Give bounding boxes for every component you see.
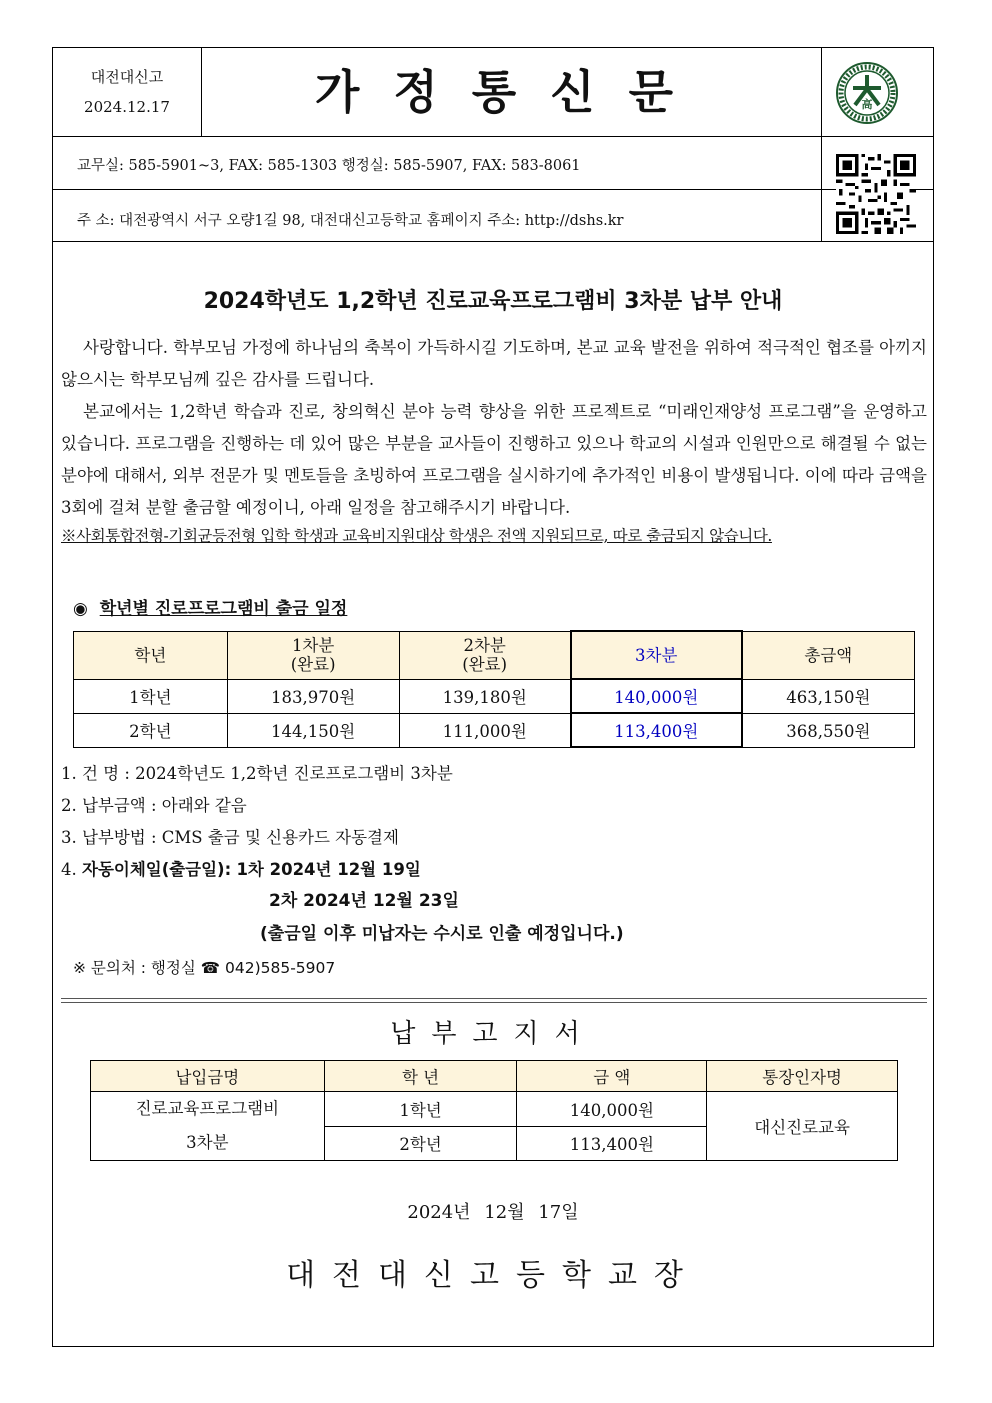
cell-total: 463,150원 [742, 679, 915, 713]
table-header-row [91, 1061, 898, 1092]
notice-document [52, 47, 934, 1347]
schedule-heading-text: 학년별 진로프로그램비 출금 일정 [99, 599, 348, 619]
col-header-account: 통장인자명 [707, 1061, 898, 1092]
header-divider [53, 136, 933, 137]
support-note: ※사회통합전형-기회균등전형 입학 학생과 교육비지원대상 학생은 전액 지원되므로, 따로 출금되지 않습니다. [61, 527, 772, 545]
item-amount: 2. 납부금액 : 아래와 같음 [61, 796, 247, 815]
header-divider [53, 189, 933, 190]
table-header-row [74, 631, 915, 679]
program-paragraph: 본교에서는 1,2학년 학습과 진로, 창의혁신 분야 능력 향상을 위한 프로젝트로 “미래인재양성 프로그램”을 운영하고 있습니다. 프로그램을 진행하는 데 있어 많은 부분을 교사들이 진행하고 있으나 학교의 시설과 인원만으로 해결될 수 없는 분야에 대해서, 외부 전문가 및 멘토들을 초빙하여 프로그램을 실시하기에 추가적인 비용이 발생됩니다. 이에 따라 금액을 3회에 걸쳐 분할 출금할 예정이니, 아래 일정을 참고해주시기 바랍니다. [61, 402, 927, 517]
col-header-second: 2차분 (완료) [399, 631, 571, 679]
contact-address: 주 소: 대전광역시 서구 오량1길 98, 대전대신고등학교 홈페이지 주소: http://dshs.kr [77, 213, 624, 229]
page-title: 가정통신문 [314, 65, 708, 119]
issue-date: 2024.12.17 [84, 98, 170, 116]
schedule-heading [73, 594, 347, 619]
contact-phones: 교무실: 585-5901~3, FAX: 585-1303 행정실: 585-5907, FAX: 583-8061 [77, 158, 581, 174]
cell-amount: 113,400원 [517, 1126, 707, 1161]
header-divider [821, 48, 822, 241]
cell-third: 113,400원 [571, 713, 742, 747]
cell-grade: 1학년 [324, 1092, 517, 1127]
greeting-paragraph: 사랑합니다. 학부모님 가정에 하나님의 축복이 가득하시길 기도하며, 본교 교육 발전을 위하여 적극적인 협조를 아끼지 않으시는 학부모님께 깊은 감사를 드립니다. [61, 338, 927, 389]
cell-second: 111,000원 [399, 713, 571, 747]
bullet-icon: ◉ [73, 599, 88, 619]
payment-notice-table [90, 1060, 898, 1161]
cell-account-name: 대신진로교육 [707, 1092, 898, 1161]
col-header-amount: 금 액 [517, 1061, 707, 1092]
cell-item-name: 진로교육프로그램비 3차분 [91, 1092, 325, 1161]
cell-amount: 140,000원 [517, 1092, 707, 1127]
schedule-table [73, 630, 915, 748]
school-box [53, 48, 201, 136]
cell-grade: 1학년 [74, 679, 228, 713]
col-header-total: 총금액 [742, 631, 915, 679]
principal-signature: 대전대신고등학교장 [286, 1258, 700, 1293]
cell-third: 140,000원 [571, 679, 742, 713]
school-emblem-icon [835, 61, 899, 125]
debit-remark: (출금일 이후 미납자는 수시로 인출 예정입니다.) [260, 924, 624, 944]
table-row [91, 1092, 898, 1127]
header-divider [53, 241, 933, 242]
cell-first: 183,970원 [227, 679, 399, 713]
emblem-letter: 高 [861, 98, 873, 111]
cell-grade: 2학년 [324, 1126, 517, 1161]
inquiry-contact: ※ 문의처 : 행정실 ☎ 042)585-5907 [73, 959, 336, 977]
cell-first: 144,150원 [227, 713, 399, 747]
col-header-third: 3차분 [571, 631, 742, 679]
payment-items [61, 758, 453, 886]
cell-total: 368,550원 [742, 713, 915, 747]
table-row [74, 679, 915, 713]
document-title: 2024학년도 1,2학년 진로교육프로그램비 3차분 납부 안내 [203, 289, 783, 314]
qr-code-icon[interactable] [836, 154, 916, 234]
notice-title: 납부고지서 [390, 1019, 596, 1049]
table-row [74, 713, 915, 747]
school-name: 대전대신고 [90, 68, 164, 86]
debit-date-2: 2차 2024년 12월 23일 [269, 891, 459, 911]
cell-second: 139,180원 [399, 679, 571, 713]
footer-date: 2024년 12월 17일 [407, 1202, 579, 1223]
item-method: 3. 납부방법 : CMS 출금 및 신용카드 자동결제 [61, 828, 399, 847]
body-text [61, 332, 927, 548]
col-header-first: 1차분 (완료) [227, 631, 399, 679]
col-header-grade: 학년 [74, 631, 228, 679]
item-subject: 1. 건 명 : 2024학년도 1,2학년 진로프로그램비 3차분 [61, 764, 453, 783]
item-debit-date: 4. 자동이체일(출금일): 1차 2024년 12월 19일 [61, 860, 421, 879]
cell-grade: 2학년 [74, 713, 228, 747]
section-divider [61, 998, 927, 1003]
col-header-item: 납입금명 [91, 1061, 325, 1092]
col-header-grade: 학 년 [324, 1061, 517, 1092]
